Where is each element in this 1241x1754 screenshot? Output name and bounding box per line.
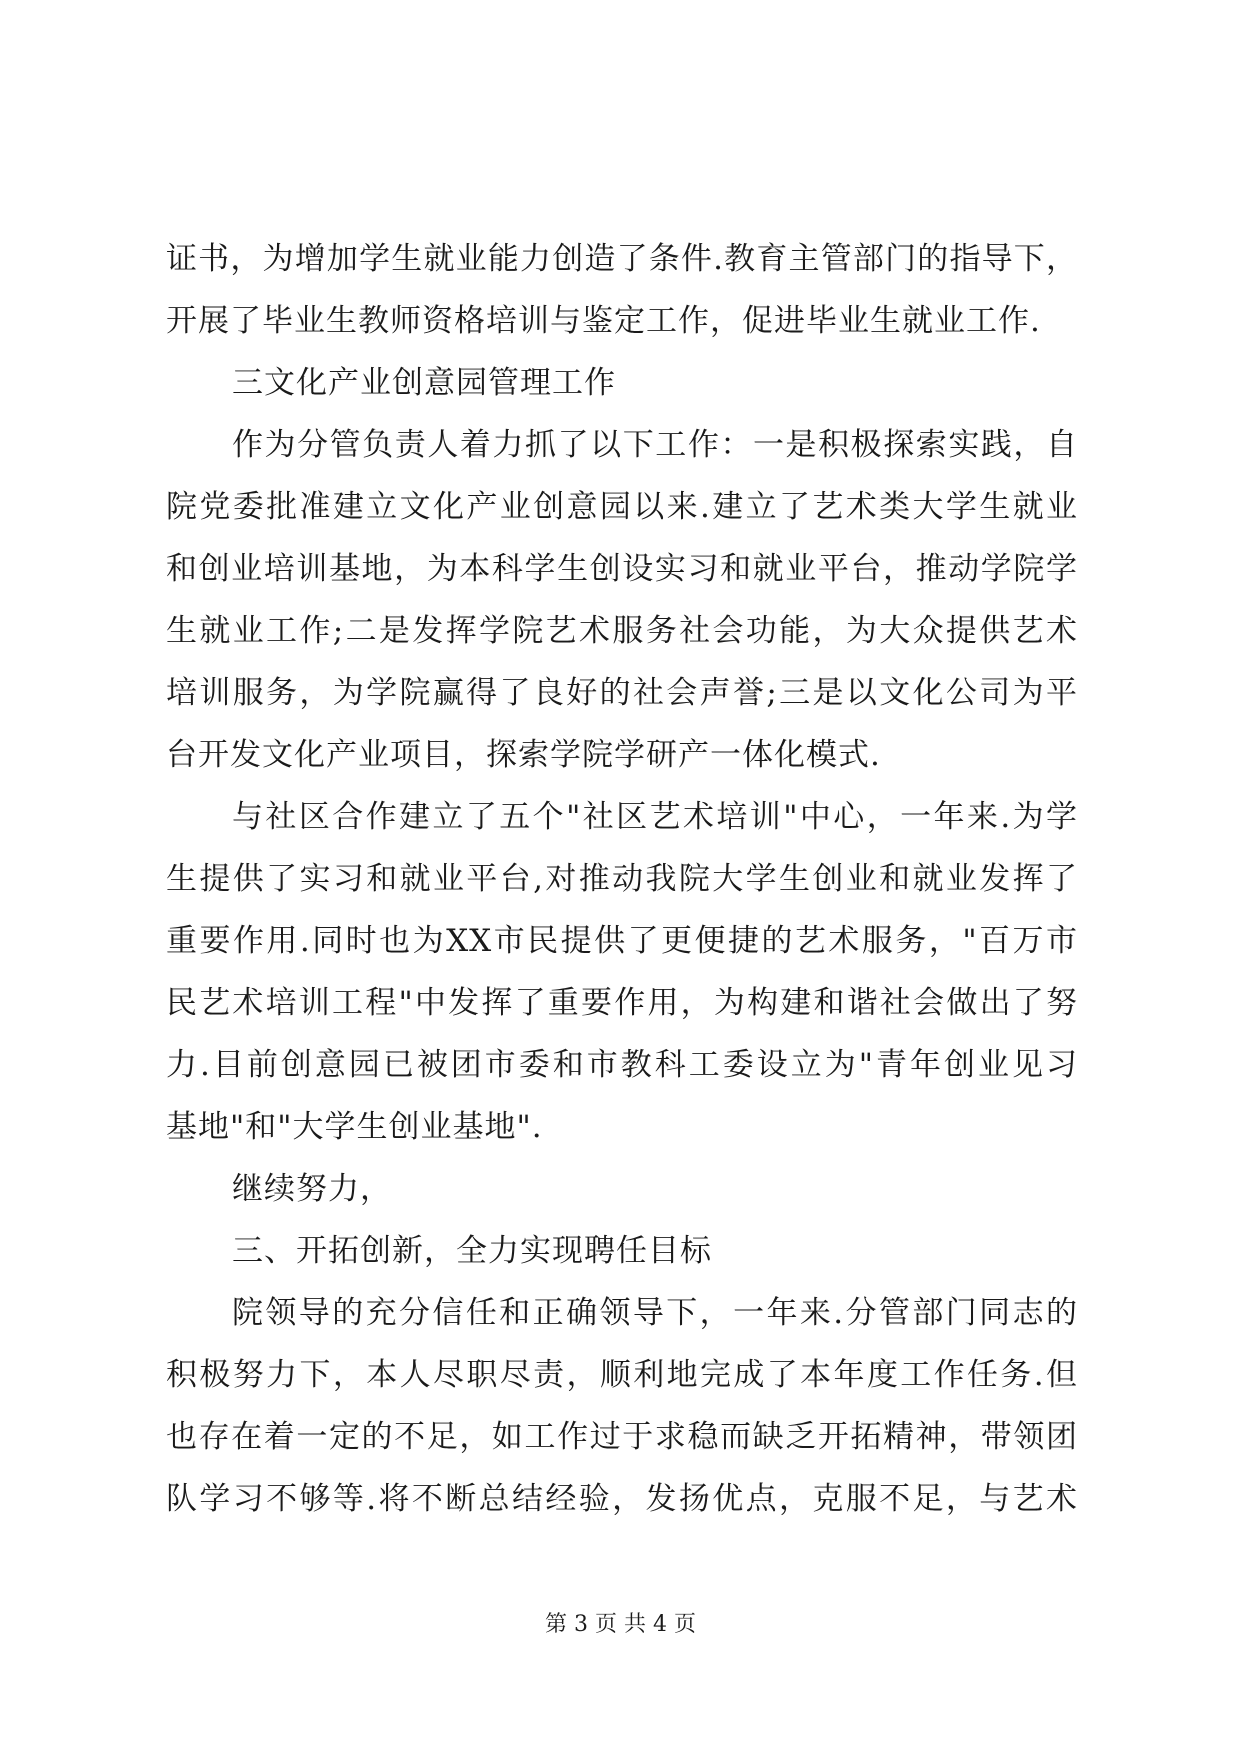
text-line: 院领导的充分信任和正确领导下，一年来.分管部门同志的 — [232, 1295, 1078, 1331]
text-line: 力.目前创意园已被团市委和市教科工委设立为"青年创业见习 — [166, 1047, 1078, 1083]
text-line: 与社区合作建立了五个"社区艺术培训"中心，一年来.为学 — [232, 799, 1078, 835]
text-line: 培训服务，为学院赢得了良好的社会声誉;三是以文化公司为平 — [166, 675, 1078, 711]
document-body — [166, 228, 1078, 1530]
text-line: 队学习不够等.将不断总结经验，发扬优点，克服不足，与艺术 — [166, 1481, 1078, 1517]
text-line: 也存在着一定的不足，如工作过于求稳而缺乏开拓精神，带领团 — [166, 1419, 1078, 1455]
text-line: 民艺术培训工程"中发挥了重要作用，为构建和谐社会做出了努 — [166, 985, 1078, 1021]
text-line: 三文化产业创意园管理工作 — [232, 365, 616, 401]
text-line: 基地"和"大学生创业基地". — [166, 1109, 543, 1145]
text-line: 院党委批准建立文化产业创意园以来.建立了艺术类大学生就业 — [166, 489, 1078, 525]
page-footer: 第 3 页 共 4 页 — [545, 1612, 696, 1637]
text-line: 生就业工作;二是发挥学院艺术服务社会功能，为大众提供艺术 — [166, 613, 1078, 649]
text-line: 积极努力下，本人尽职尽责，顺利地完成了本年度工作任务.但 — [166, 1357, 1078, 1393]
text-line: 和创业培训基地，为本科学生创设实习和就业平台，推动学院学 — [166, 551, 1078, 587]
text-line: 继续努力， — [232, 1171, 392, 1207]
text-line: 证书，为增加学生就业能力创造了条件.教育主管部门的指导下， — [166, 241, 1078, 277]
text-line: 作为分管负责人着力抓了以下工作：一是积极探索实践，自 — [232, 427, 1078, 463]
text-line: 三、开拓创新，全力实现聘任目标 — [232, 1233, 712, 1269]
text-line: 重要作用.同时也为XX市民提供了更便捷的艺术服务，"百万市 — [166, 923, 1078, 959]
text-line: 台开发文化产业项目，探索学院学研产一体化模式. — [166, 737, 881, 773]
text-line: 开展了毕业生教师资格培训与鉴定工作，促进毕业生就业工作. — [166, 303, 1041, 339]
text-line: 生提供了实习和就业平台,对推动我院大学生创业和就业发挥了 — [166, 861, 1078, 897]
